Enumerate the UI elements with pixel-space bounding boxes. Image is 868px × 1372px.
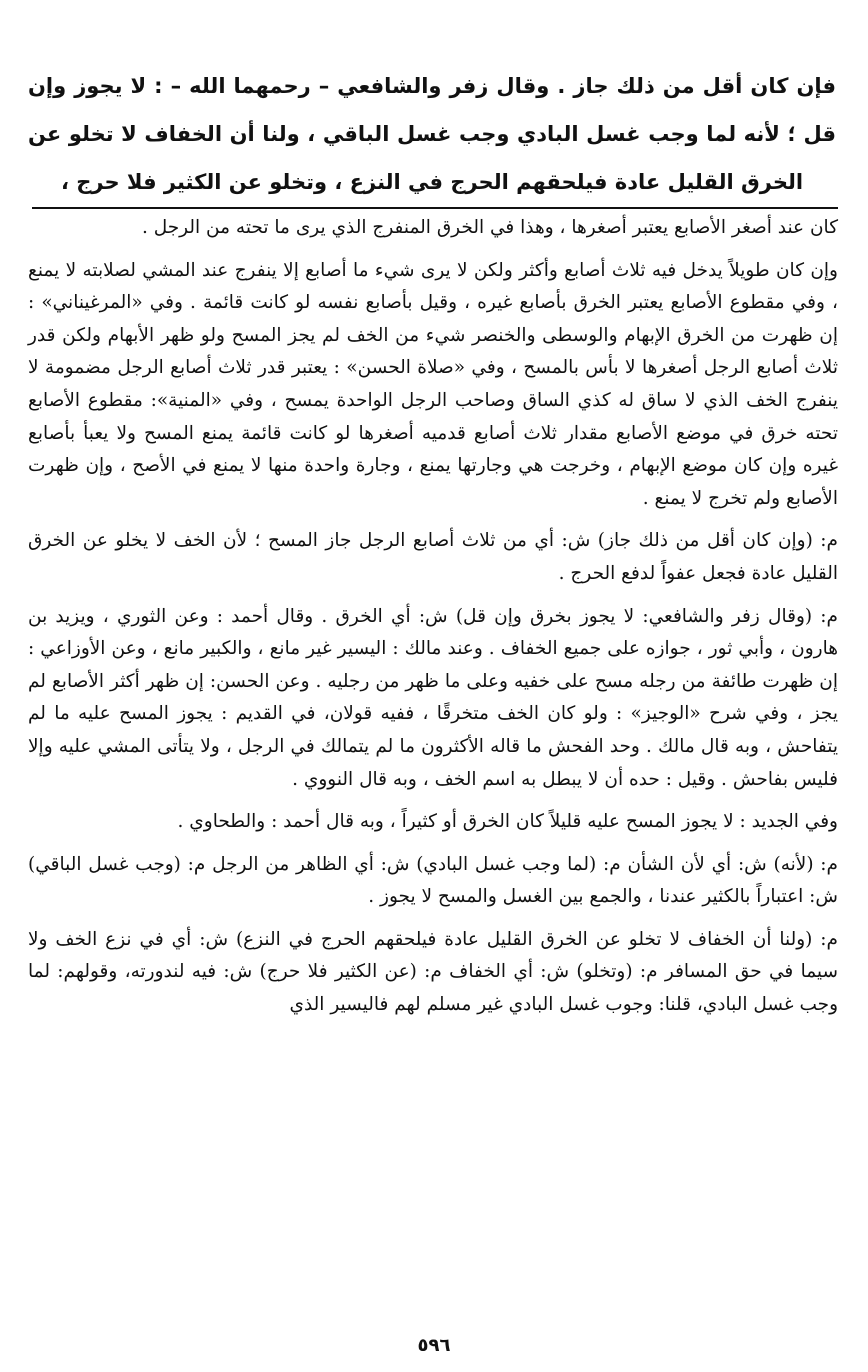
separator-line xyxy=(32,207,838,209)
commentary-paragraph: م: (وإن كان أقل من ذلك جاز) ش: أي من ثلاث أصابع الرجل جاز المسح ؛ لأن الخف لا يخلو عن الخرق القليل عادة فجعل عفواً لدفع الحرج . xyxy=(28,530,838,584)
page-number: ٥٩٦ xyxy=(417,1335,451,1356)
commentary-paragraph: وإن كان طويلاً يدخل فيه ثلاث أصابع وأكثر ولكن لا يرى شيء ما أصابع إلا ينفرج عند المشي لصلابته لا يمنع ، وفي مقطوع الأصابع يعتبر الخرق بأصابع غيره ، وقيل بأصابع نفسه لو كانت قائمة . وفي «المرغيناني» : إن ظهرت من الخرق الإبهام والوسطى والخنصر شيء من الخف لم يجز المسح ولو ظهر الأبهام ولكن قدر ثلاث أصابع الرجل أصغرها لا بأس بالمسح ، وفي «صلاة الحسن» : يعتبر قدر ثلاث أصابع الرجل مضمومة لا ينفرج الخف الذي لا ساق له كذي الساق وصاحب الرجل الواحدة يمسح ، وفي «المنية»: مقطوع الأصابع تحته خرق في موضع الأصابع مقدار ثلاث أصابع قدميه أصغرها لو كانت قائمة يمنع المسح ولا يعبأ بأصابع غيره وإن كان موضع الإبهام ، وخرجت هي وجارتها يمنع ، وجارة واحدة منها لا يمنع في الأصح ، وإن ظهرت الأصابع ولم تخرج لا يمنع . xyxy=(28,259,838,509)
commentary-paragraph: وفي الجديد : لا يجوز المسح عليه قليلاً كان الخرق أو كثيراً ، وبه قال أحمد : والطحاوي . xyxy=(177,811,838,833)
commentary-paragraph: م: (لأنه) ش: أي لأن الشأن م: (لما وجب غسل البادي) ش: أي الظاهر من الرجل م: (وجب غسل الباقي) ش: اعتباراً بالكثير عندنا ، والجمع بين الغسل والمسح لا يجوز . xyxy=(28,853,838,908)
main-text: فإن كان أقل من ذلك جاز . وقال زفر والشافعي – رحمهما الله – : لا يجوز وإن قل ؛ لأنه لما وجب غسل البادي وجب غسل الباقي ، ولنا أن الخفاف لا تخلو عن الخرق القليل عادة فيلحقهم الحرج في النزع ، وتخلو عن الكثير فلا حرج ، xyxy=(28,74,836,194)
commentary-paragraph: م: (وقال زفر والشافعي: لا يجوز بخرق وإن قل) ش: أي الخرق . وقال أحمد : وعن الثوري ، ويزيد بن هارون ، وأبي ثور ، جوازه على جميع الخفاف . وعند مالك : اليسير غير مانع ، والكبير مانع ، وعن الأوزاعي : إن ظهرت طائفة من رجله مسح على خفيه وعلى ما ظهر من رجليه . وعن الحسن: إن ظهر أكثر الأصابع لم يجز ، وفي شرح «الوجيز» : ولو كان الخف متخرقًا ، ففيه قولان، في القديم : يجوز المسح عليه ما لم يتفاحش ، وبه قال مالك . وحد الفحش ما قاله الأكثرون ما لم يتمالك في الرجل ، ولا يتأتى المشي عليه وإلا فليس بفاحش . وقيل : حده أن لا يبطل به اسم الخف ، وبه قال النووي . xyxy=(28,605,838,790)
commentary-paragraph: كان عند أصغر الأصابع يعتبر أصغرها ، وهذا في الخرق المنفرج الذي يرى ما تحته من الرجل . xyxy=(141,217,838,238)
main-text-block xyxy=(28,62,836,206)
commentary-paragraph: م: (ولنا أن الخفاف لا تخلو عن الخرق القليل عادة فيلحقهم الحرج في النزع) ش: أي في نزع الخف ولا سيما في حق المسافر م: (وتخلو) ش: أي الخفاف م: (عن الكثير فلا حرج) ش: فيه لندورته، وقولهم: لما وجب غسل البادي، قلنا: وجوب غسل البادي غير مسلم لهم فاليسير الذي xyxy=(28,928,838,1016)
commentary-block xyxy=(28,212,838,1022)
